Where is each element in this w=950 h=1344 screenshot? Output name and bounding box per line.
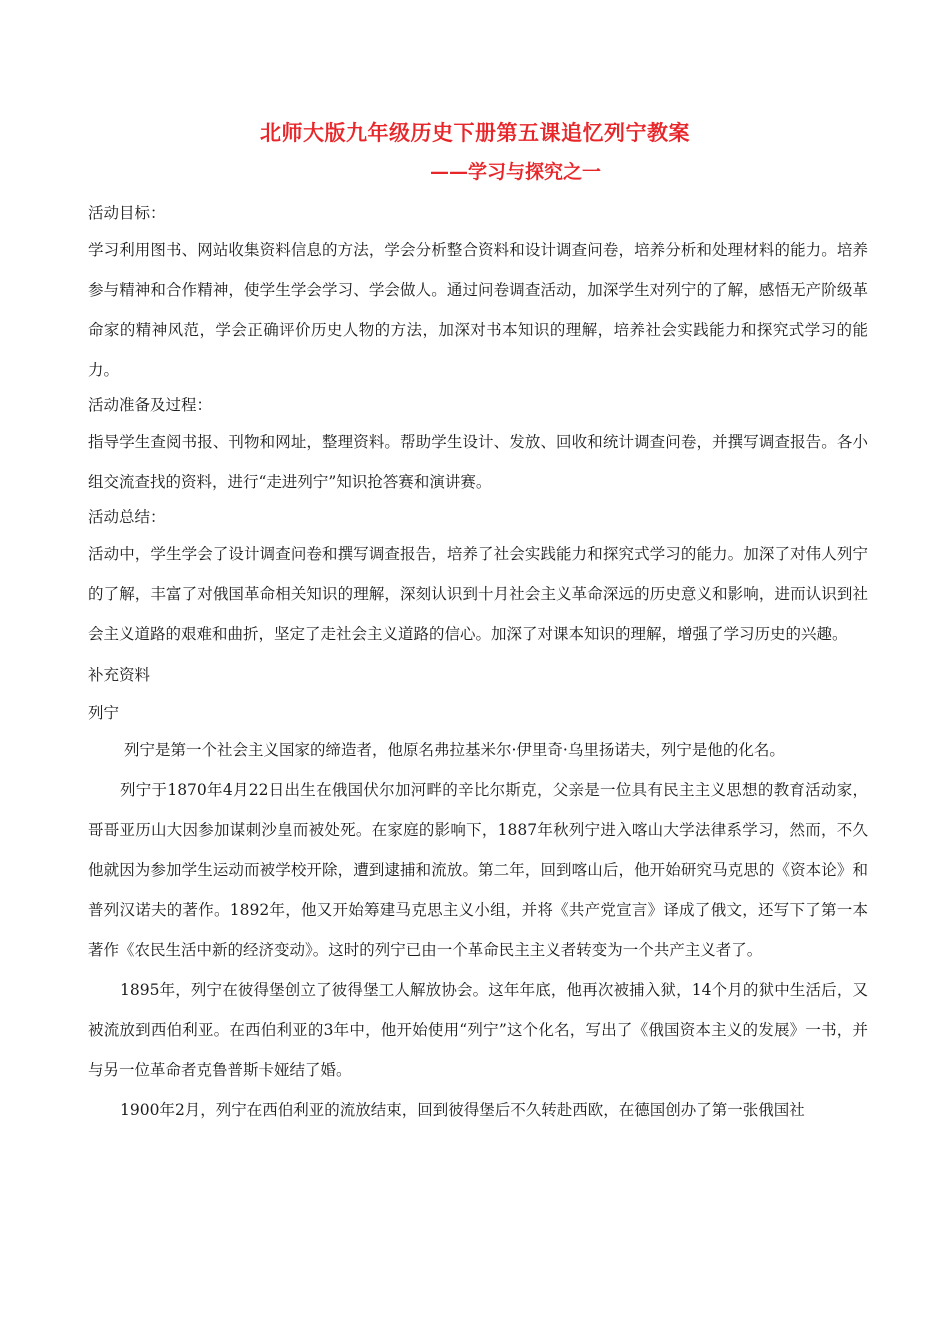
- goals-paragraph: 学习利用图书、网站收集资料信息的方法，学会分析整合资料和设计调查问卷，培养分析和处理材料的能力。培养参与精神和合作精神，使学生学会学习、学会做人。通过问卷调查活动，加深学生对列宁的了解，感悟无产阶级革命家的精神风范，学会正确评价历史人物的方法，加深对书本知识的理解，培养社会实践能力和探究式学习的能力。: [88, 241, 868, 379]
- lenin-paragraph-4: 1900年2月，列宁在西伯利亚的流放结束，回到彼得堡后不久转赴西欧，在德国创办了第一张俄国社: [120, 1101, 805, 1119]
- prep-paragraph: 指导学生查阅书报、刊物和网址，整理资料。帮助学生设计、发放、回收和统计调查问卷，并撰写调查报告。各小组交流查找的资料，进行“走进列宁”知识抢答赛和演讲赛。: [88, 433, 868, 491]
- document-title: 北师大版九年级历史下册第五课追忆列宁教案: [260, 120, 690, 145]
- lenin-paragraph-1: 列宁是第一个社会主义国家的缔造者，他原名弗拉基米尔·伊里奇·乌里扬诺夫，列宁是他的化名。: [124, 741, 785, 759]
- supplement-heading: 补充资料: [88, 666, 151, 684]
- lenin-paragraph-3: 1895年，列宁在彼得堡创立了彼得堡工人解放协会。这年年底，他再次被捕入狱，14个月的狱中生活后，又被流放到西伯利亚。在西伯利亚的3年中，他开始使用“列宁”这个化名，写出了《俄国资本主义的发展》一书，并与另一位革命者克鲁普斯卡娅结了婚。: [88, 981, 868, 1079]
- prep-heading: 活动准备及过程：: [88, 396, 213, 414]
- document-subtitle: ——学习与探究之一: [430, 161, 602, 183]
- document-body: [88, 198, 868, 1130]
- summary-heading: 活动总结：: [88, 508, 166, 526]
- summary-paragraph: 活动中，学生学会了设计调查问卷和撰写调查报告，培养了社会实践能力和探究式学习的能力。加深了对伟人列宁的了解，丰富了对俄国革命相关知识的理解，深刻认识到十月社会主义革命深远的历史意义和影响，进而认识到社会主义道路的艰难和曲折，坚定了走社会主义道路的信心。加深了对课本知识的理解，增强了学习历史的兴趣。: [88, 545, 868, 643]
- lenin-paragraph-2: 列宁于1870年4月22日出生在俄国伏尔加河畔的辛比尔斯克，父亲是一位具有民主主义思想的教育活动家，哥哥亚历山大因参加谋刺沙皇而被处死。在家庭的影响下，1887年秋列宁进入喀山大学法律系学习，然而，不久他就因为参加学生运动而被学校开除，遭到逮捕和流放。第二年，回到喀山后，他开始研究马克思的《资本论》和普列汉诺夫的著作。1892年，他又开始筹建马克思主义小组，并将《共产党宣言》译成了俄文，还写下了第一本著作《农民生活中新的经济变动》。这时的列宁已由一个革命民主主义者转变为一个共产主义者了。: [88, 781, 868, 959]
- goals-heading: 活动目标：: [88, 204, 166, 222]
- lenin-heading: 列宁: [88, 704, 120, 722]
